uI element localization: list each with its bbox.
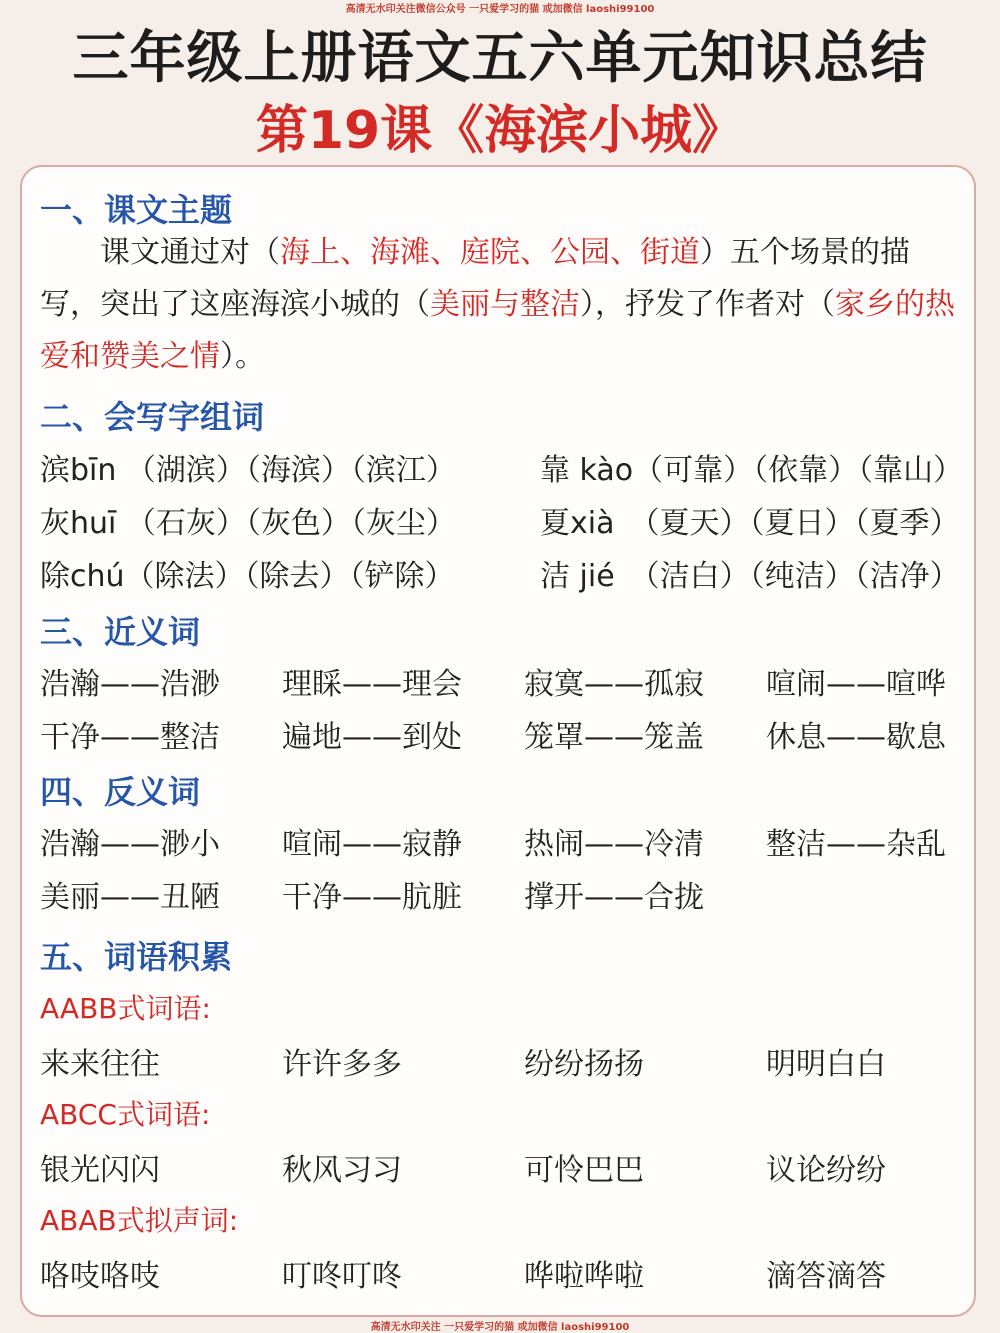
abcc-row (40, 1145, 960, 1197)
theme-text-4: ）。 (220, 339, 265, 374)
watermark-bottom: 高清无水印关注 一只爱学习的猫 或加微信 laoshi99100 (370, 1322, 630, 1333)
abab-word: 咯吱咯吱 (40, 1259, 160, 1294)
summary-card (20, 165, 976, 1317)
abcc-label: ABCC式词语: (40, 1098, 211, 1131)
abcc-word: 可怜巴巴 (524, 1153, 644, 1188)
abcc-word: 议论纷纷 (766, 1153, 886, 1188)
word-group: 除chú（除法）（除去）（铲除） (40, 559, 455, 594)
antonym-row (40, 819, 960, 871)
abab-word: 哗啦哗啦 (524, 1259, 644, 1294)
antonym-pair: 整洁——杂乱 (766, 827, 946, 862)
abab-word: 滴答滴答 (766, 1259, 886, 1294)
synonym-pair: 休息——歇息 (766, 720, 946, 755)
section-synonyms-heading: 三、近义词 (40, 613, 201, 651)
abab-label: ABAB式拟声词: (40, 1204, 239, 1237)
word-row (40, 445, 964, 497)
abab-row (40, 1251, 960, 1303)
antonym-row (40, 872, 960, 924)
synonym-pair: 理睬——理会 (282, 667, 462, 702)
abcc-word: 银光闪闪 (40, 1153, 160, 1188)
theme-highlight-scenes: 海上、海滩、庭院、公园、街道 (280, 235, 700, 270)
synonym-pair: 笼罩——笼盖 (524, 720, 704, 755)
section-antonyms-heading: 四、反义词 (40, 773, 201, 811)
antonym-pair: 撑开——合拢 (524, 880, 704, 915)
abcc-word: 秋风习习 (282, 1153, 402, 1188)
aabb-label: AABB式词语: (40, 992, 211, 1025)
synonym-pair: 寂寞——孤寂 (524, 667, 704, 702)
theme-paragraph (40, 227, 960, 383)
synonym-row (40, 659, 960, 711)
aabb-word: 明明白白 (766, 1047, 886, 1082)
antonym-pair: 热闹——冷清 (524, 827, 704, 862)
aabb-word: 纷纷扬扬 (524, 1047, 644, 1082)
word-group: 靠 kào（可靠）（依靠）（靠山） (540, 453, 964, 488)
antonym-pair: 喧闹——寂静 (282, 827, 462, 862)
abab-word: 叮咚叮咚 (282, 1259, 402, 1294)
synonym-row (40, 712, 960, 764)
synonym-pair: 干净——整洁 (40, 720, 220, 755)
section-vocab-heading: 五、词语积累 (40, 938, 233, 976)
theme-text-2: ）五个场景的描写，突出了这座海滨小城的（ (40, 235, 910, 322)
antonym-pair: 美丽——丑陋 (40, 880, 220, 915)
aabb-word: 许许多多 (282, 1047, 402, 1082)
aabb-word: 来来往往 (40, 1047, 160, 1082)
synonym-pair: 遍地——到处 (282, 720, 462, 755)
theme-text-3: ），抒发了作者对（ (580, 287, 835, 322)
section-theme-heading: 一、课文主题 (40, 191, 233, 229)
word-group: 滨bīn （湖滨）（海滨）（滨江） (40, 453, 456, 488)
lesson-title: 第19课《海滨小城》 (255, 101, 745, 161)
antonym-pair: 浩瀚——渺小 (40, 827, 220, 862)
word-row (40, 551, 960, 603)
watermark-top: 高清无水印关注微信公众号 一只爱学习的猫 或加微信 laoshi99100 (345, 4, 655, 15)
antonym-pair: 干净——肮脏 (282, 880, 462, 915)
theme-highlight-feature: 美丽与整洁 (430, 287, 580, 322)
theme-highlight-emotion: 家乡的热爱和赞美之情 (40, 287, 955, 374)
theme-text-1: 课文通过对（ (40, 235, 280, 270)
aabb-row (40, 1039, 960, 1091)
word-group: 灰huī （石灰）（灰色）（灰尘） (40, 506, 456, 541)
word-row (40, 498, 960, 550)
synonym-pair: 喧闹——喧哗 (766, 667, 946, 702)
page-title: 三年级上册语文五六单元知识总结 (72, 26, 928, 91)
section-writing-heading: 二、会写字组词 (40, 398, 265, 436)
word-group: 洁 jié （洁白）（纯洁）（洁净） (540, 559, 960, 594)
word-group: 夏xià （夏天）（夏日）（夏季） (540, 506, 960, 541)
synonym-pair: 浩瀚——浩渺 (40, 667, 220, 702)
